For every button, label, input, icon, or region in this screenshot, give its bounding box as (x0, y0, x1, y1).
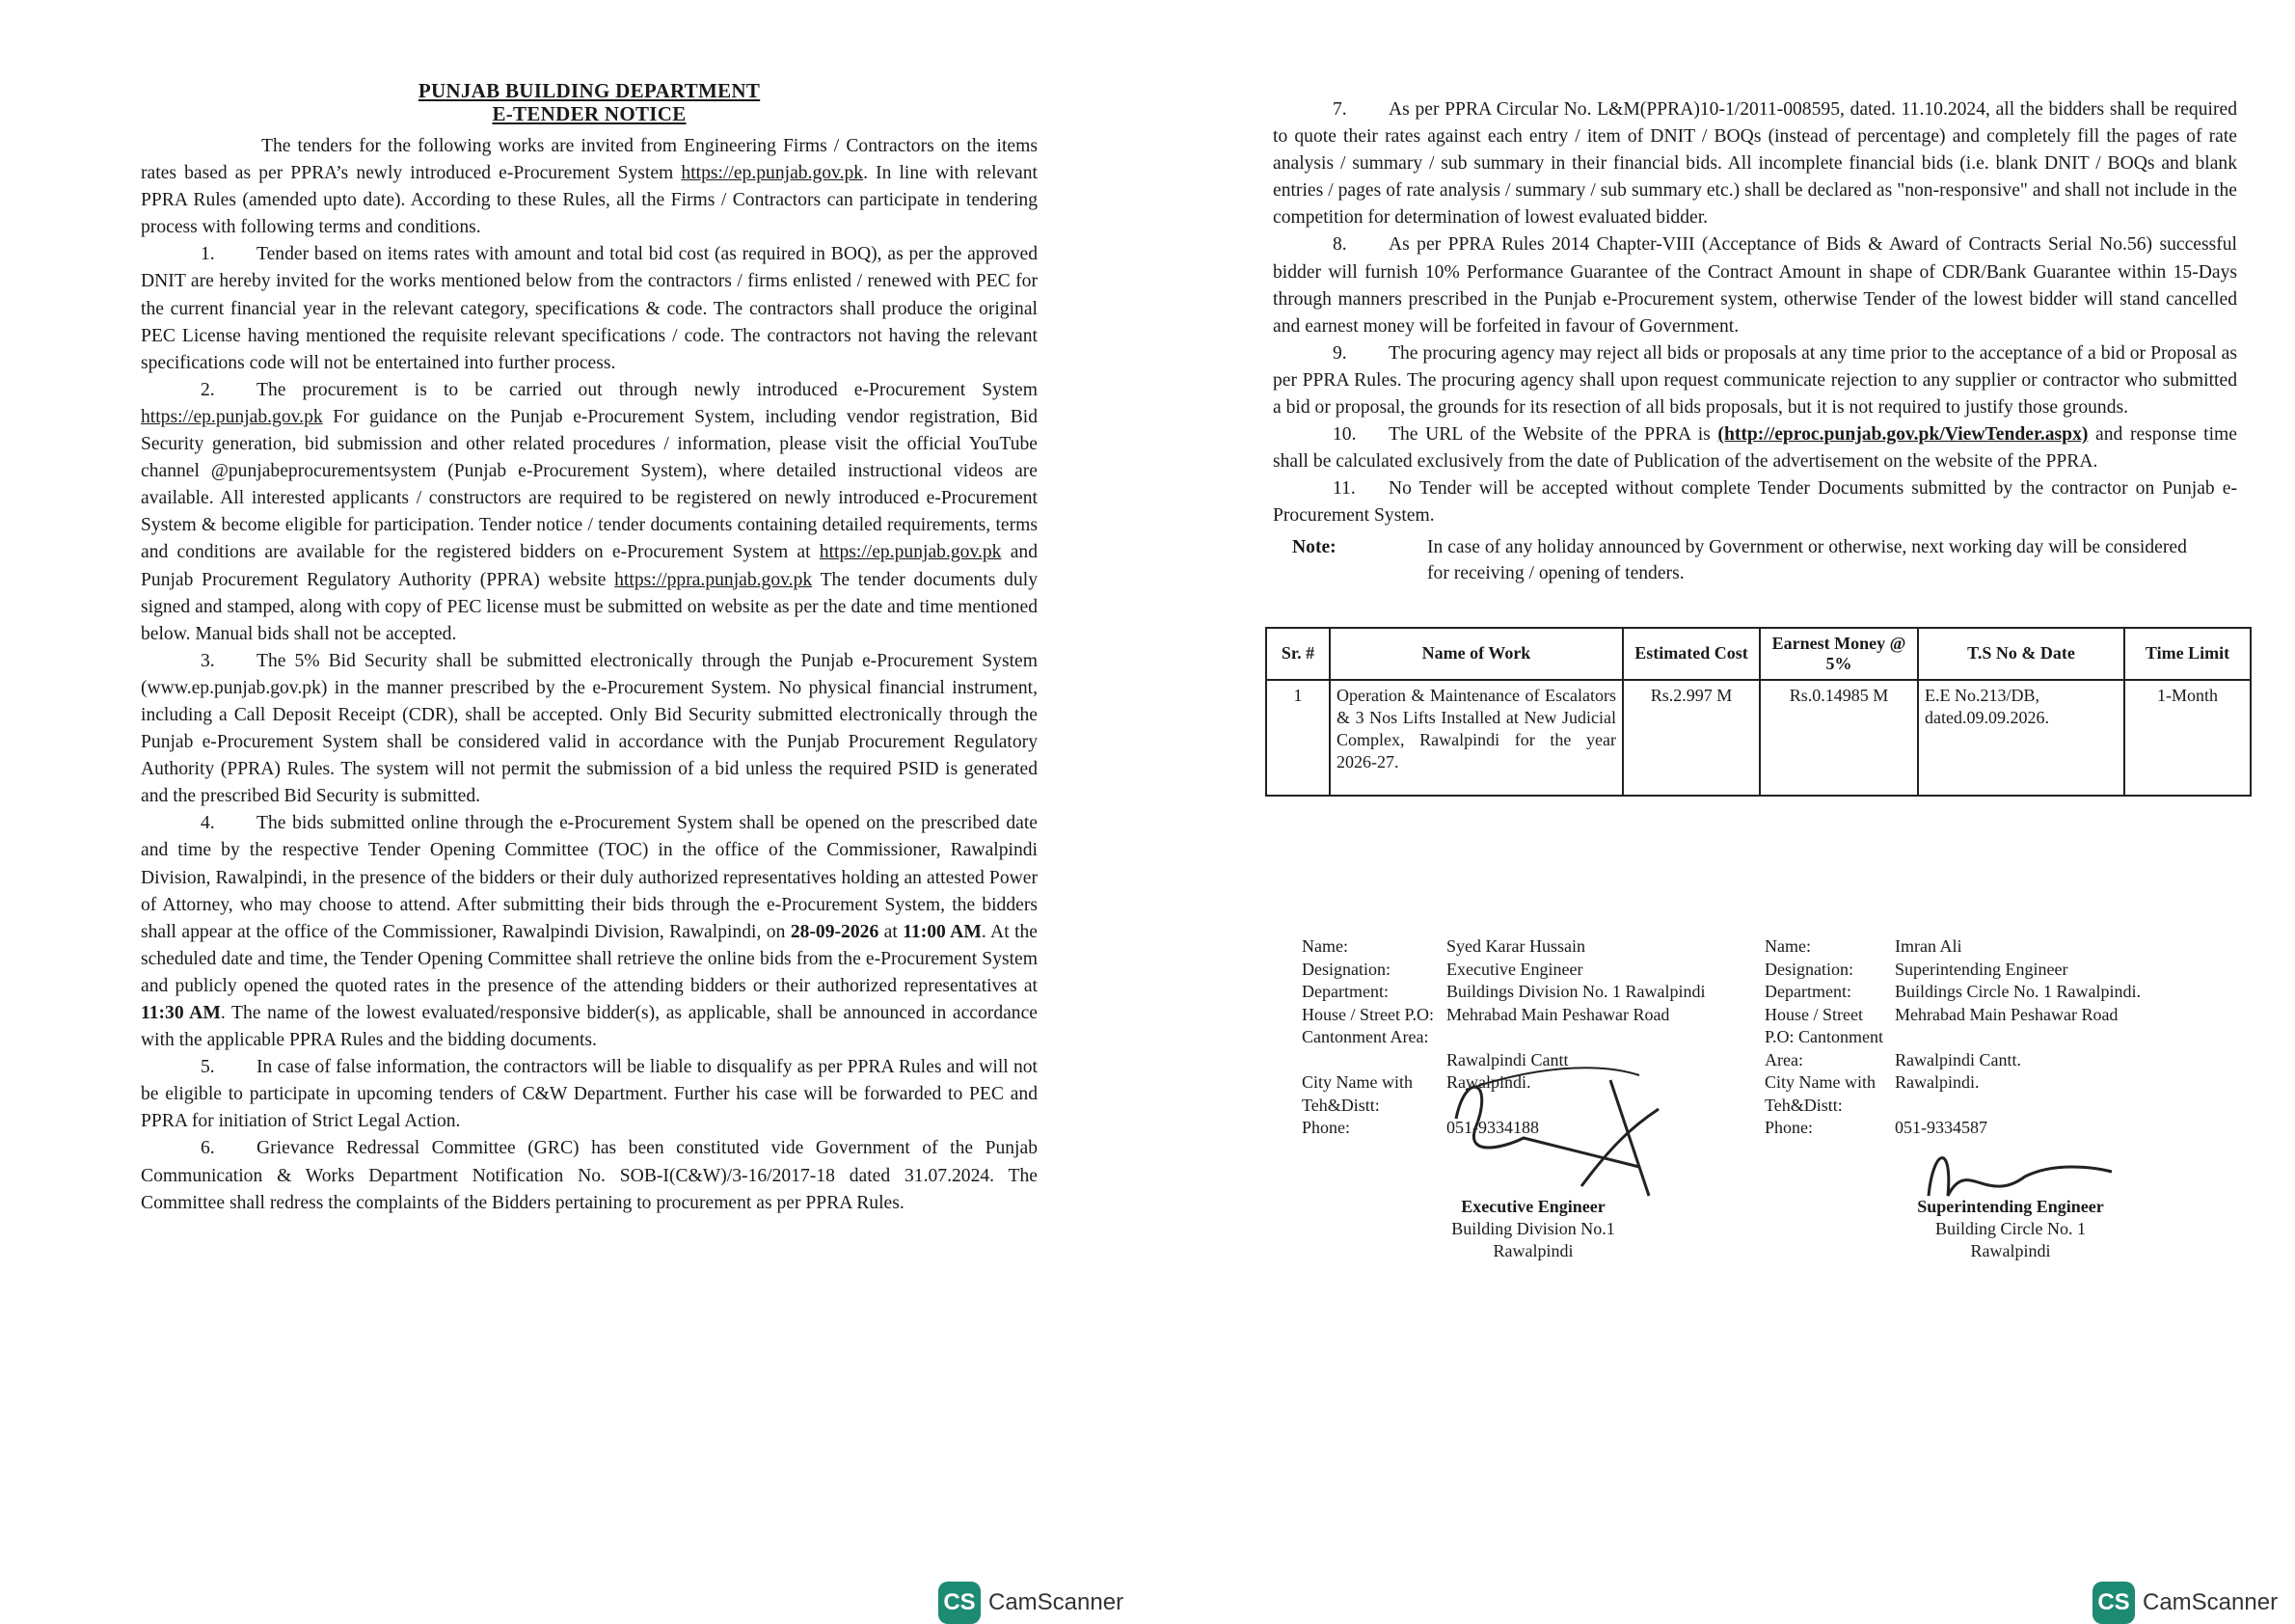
ppra-link[interactable]: https://ppra.punjab.gov.pk (614, 569, 813, 590)
detail-row: City Name with Teh&Distt: Rawalpindi. (1765, 1072, 1980, 1115)
opening-date: 28-09-2026 (790, 921, 879, 942)
rates-opening-time: 11:30 AM (141, 1003, 221, 1023)
opening-time: 11:00 AM (903, 921, 982, 942)
right-page (1148, 0, 2295, 1624)
note (1273, 534, 2237, 586)
cell-sr: 1 (1266, 680, 1330, 796)
camscanner-logo-icon: CS (2092, 1582, 2135, 1624)
left-column (141, 79, 1038, 1217)
right-column (1273, 96, 2237, 797)
ep-link[interactable]: https://ep.punjab.gov.pk (141, 406, 323, 427)
detail-row: Phone: 051-9334587 (1765, 1118, 1987, 1137)
executive-engineer-stamp: Executive Engineer Building Division No.1 Rawalpindi (1451, 1197, 1615, 1260)
clause-6: 6. Grievance Redressal Committee (GRC) has been constituted vide Government of the Punjab Communication & Works Department Notification No. SOB-I(C&W)/3-16/2017-18 dated 31.07.2024. The Committee shall redress the complaints of the Bidders pertaining to procurement as per PPRA Rules. (141, 1138, 1038, 1213)
department-heading: PUNJAB BUILDING DEPARTMENT (418, 79, 761, 102)
detail-row: Department: Buildings Division No. 1 Rawalpindi (1302, 982, 1706, 1001)
detail-row: Designation: Superintending Engineer (1765, 959, 2068, 979)
camscanner-watermark (2092, 1582, 2278, 1624)
clause-8: 8. As per PPRA Rules 2014 Chapter-VIII (Acceptance of Bids & Award of Contracts Serial No.56) successful bidder will furnish 10% Performance Guarantee of the Contract Amount in shape of CDR/Bank Guarantee within 15-Days through manners prescribed in the Punjab e-Procurement system, otherwise Tender of the lowest bidder will stand cancelled and earnest money will be forfeited in favour of Government. (1273, 234, 2237, 337)
cell-earnest-money: Rs.0.14985 M (1760, 680, 1918, 796)
camscanner-text: CamScanner (988, 1589, 1124, 1615)
detail-row: City Name with Teh&Distt: Rawalpindi. (1302, 1072, 1531, 1115)
camscanner-text: CamScanner (2143, 1589, 2279, 1615)
header-time-limit: Time Limit (2124, 628, 2251, 680)
clause-10: 10. The URL of the Website of the PPRA is (http://eproc.punjab.gov.pk/ViewTender.aspx) and response time shall be calculated exclusively from the date of Publication of the advertisement on the website of the PPRA. (1273, 424, 2237, 473)
superintending-engineer-details (1765, 935, 2203, 1140)
detail-row: House / Street P.O: Cantonment Area: Mehrabad Main Peshawar Road (1302, 1004, 1670, 1046)
clause-9: 9. The procuring agency may reject all bids or proposals at any time prior to the acceptance of a bid or Proposal as per PPRA Rules. The procuring agency shall upon request communicate rejection to any supplier or contractor who submitted a bid or proposal, the grounds for its resection of all bids proposals, but it is not required to justify those grounds. (1273, 342, 2237, 419)
cell-ts-no-date: E.E No.213/DB, dated.09.09.2026. (1918, 680, 2124, 796)
detail-row: House / Street P.O: Cantonment Mehrabad Main Peshawar Road (1765, 1004, 2119, 1046)
clause-2: 2. The procurement is to be carried out through newly introduced e-Procurement System https://ep.punjab.gov.pk For guidance on the Punjab e-Procurement System, including vendor registration, Bid Security generation, bid submission and other related procedures / information, please visit the official YouTube channel @punjabeprocurementsystem (Punjab e-Procurement System), where detailed instructional videos are available. All interested applicants / constructors are required to be registered on newly introduced e-Procurement System & become eligible for participation. Tender notice / tender documents containing detailed requirements, terms and conditions are available for the registered bidders on e-Procurement System at https://ep.punjab.gov.pk and Punjab Procurement Regulatory Authority (PPRA) website https://ppra.punjab.gov.pk The tender documents duly signed and stamped, along with copy of PEC license must be submitted on website as per the date and time mentioned below. Manual bids shall not be accepted. (141, 379, 1038, 644)
clause-5: 5. In case of false information, the contractors will be liable to disqualify as per PPRA Rules and will not be eligible to participate in upcoming tenders of C&W Department. Further his case will be forwarded to PEC and PPRA for initiation of Strict Legal Action. (141, 1057, 1038, 1132)
header-sr: Sr. # (1266, 628, 1330, 680)
camscanner-watermark (938, 1582, 1123, 1624)
notice-heading: E-TENDER NOTICE (492, 102, 687, 125)
executive-engineer-signature (1437, 1051, 1688, 1205)
detail-row: Department: Buildings Circle No. 1 Rawalpindi. (1765, 982, 2141, 1001)
clause-1: 1. Tender based on items rates with amount and total bid cost (as required in BOQ), as per the approved DNIT are hereby invited for the works mentioned below from the contractors / firms enlisted / renewed with PEC for the current financial year in the relevant category, specifications & code. The contractors shall produce the original PEC License having mentioned the requisite relevant specifications / code. The contractors not having the relevant specifications code will not be entertained into further process. (141, 244, 1038, 373)
header-earnest-money: Earnest Money @ 5% (1760, 628, 1918, 680)
intro-paragraph: The tenders for the following works are invited from Engineering Firms / Contractors on the items rates based as per PPRA’s newly introduced e-Procurement System https://ep.punjab.gov.pk. In line with relevant PPRA Rules (amended upto date). According to these Rules, all the Firms / Contractors can participate in tendering process with following terms and conditions. (141, 136, 1038, 238)
ep-link[interactable]: https://ep.punjab.gov.pk (681, 163, 864, 184)
detail-row: Designation: Executive Engineer (1302, 959, 1583, 979)
camscanner-logo-icon: CS (938, 1582, 981, 1624)
clause-11: 11. No Tender will be accepted without complete Tender Documents submitted by the contractor on Punjab e-Procurement System. (1273, 478, 2237, 527)
cell-time-limit: 1-Month (2124, 680, 2251, 796)
superintending-engineer-stamp: Superintending Engineer Building Circle No. 1 Rawalpindi (1917, 1197, 2104, 1260)
header-name-of-work: Name of Work (1330, 628, 1623, 680)
note-text: In case of any holiday announced by Government or otherwise, next working day will be considered for receiving / opening of tenders. (1427, 536, 2187, 583)
clause-7: 7. As per PPRA Circular No. L&M(PPRA)10-1/2011-008595, dated. 11.10.2024, all the bidders shall be required to quote their rates against each entry / item of DNIT / BOQs (instead of percentage) and completely fill the pages of rate analysis / summary / sub summary in their financial bids. All incomplete financial bids (i.e. blank DNIT / BOQs and blank entries / pages of rate analysis / summary / sub summary etc.) shall be declared as "non-responsive" and shall not include in the competition for determination of lowest evaluated bidder. (1273, 99, 2237, 229)
detail-row: Name: Imran Ali (1765, 936, 1962, 956)
header-estimated-cost: Estimated Cost (1623, 628, 1760, 680)
detail-row: Phone: 051-9334188 (1302, 1118, 1539, 1137)
detail-row: Rawalpindi Cantt (1446, 1049, 1569, 1069)
note-label: Note: (1292, 536, 1336, 557)
works-table (1265, 627, 2252, 797)
table-header-row (1266, 628, 2251, 680)
detail-row: Name: Syed Karar Hussain (1302, 936, 1585, 956)
ep-link[interactable]: https://ep.punjab.gov.pk (819, 542, 1002, 563)
clause-4: 4. The bids submitted online through the e-Procurement System shall be opened on the prescribed date and time by the respective Tender Opening Committee (TOC) in the office of the Commissioner, Rawalpindi Division, Rawalpindi, in the presence of the bidders or their duly authorized representatives holding an attested Power of Attorney, who may choose to attend. After submitting their bids through the e-Procurement System, the bidders shall appear at the office of the Commissioner, Rawalpindi Division, Rawalpindi, on 28-09-2026 at 11:00 AM. At the scheduled date and time, the Tender Opening Committee shall retrieve the online bids from the e-Procurement System and publicly opened the quoted rates in the presence of the attending bidders or their authorized representatives at 11:30 AM. The name of the lowest evaluated/responsive bidder(s), as applicable, shall be announced in accordance with the applicable PPRA Rules and the bidding documents. (141, 813, 1039, 1051)
detail-row: Area: Rawalpindi Cantt. (1765, 1049, 2021, 1069)
clause-3: 3. The 5% Bid Security shall be submitted electronically through the Punjab e-Procurement System (www.ep.punjab.gov.pk) in the manner prescribed by the e-Procurement System. No physical financial instrument, including a Call Deposit Receipt (CDR), shall be accepted. Only Bid Security submitted electronically through the Punjab e-Procurement System shall be considered valid in accordance with the Punjab Procurement Regulatory Authority (PPRA) Rules. The system will not permit the submission of a bid unless the required PSID is generated and the prescribed Bid Security is submitted. (141, 650, 1038, 807)
table-row (1266, 680, 2251, 796)
cell-name-of-work: Operation & Maintenance of Escalators & 3 Nos Lifts Installed at New Judicial Complex, Rawalpindi for the year 2026-27. (1330, 680, 1623, 796)
header-ts-no-date: T.S No & Date (1918, 628, 2124, 680)
cell-estimated-cost: Rs.2.997 M (1623, 680, 1760, 796)
ppra-view-tender-link[interactable]: (http://eproc.punjab.gov.pk/ViewTender.aspx) (1717, 424, 2089, 446)
